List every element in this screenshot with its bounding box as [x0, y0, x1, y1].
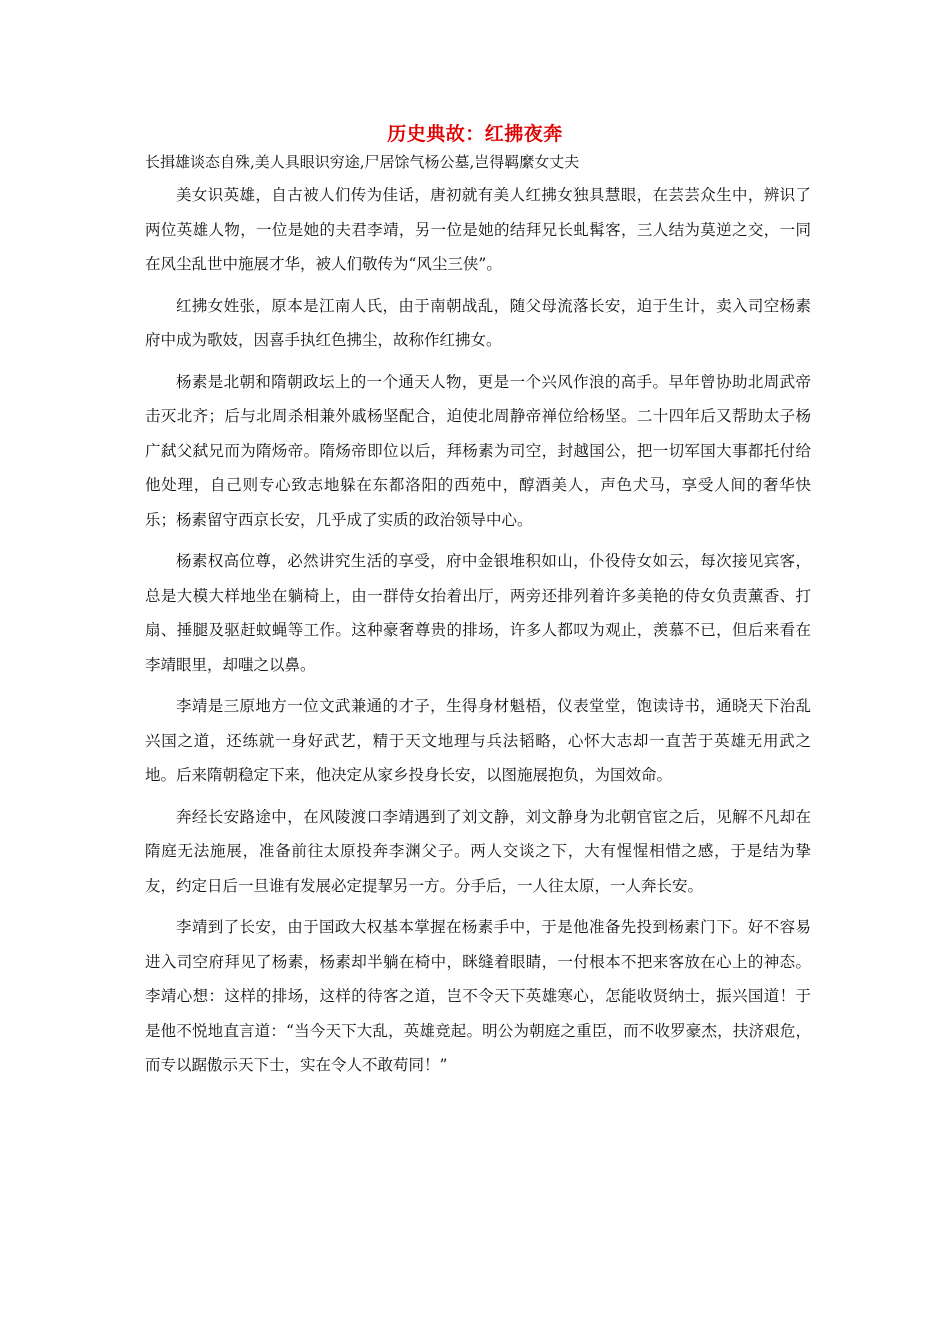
paragraph-4: 杨素权高位尊，必然讲究生活的享受，府中金银堆积如山，仆役侍女如云，每次接见宾客，总是大模大样地坐在躺椅上，由一群侍女抬着出厅，两旁还排列着许多美艳的侍女负责薰香、打扇、捶腿及驱赶蚊蝇等工作。这种豪奢尊贵的排场，许多人都叹为观止，羡慕不已，但后来看在李靖眼里，却嗤之以鼻。 — [145, 552, 811, 674]
document-title: 历史典故：红拂夜奔 — [387, 123, 563, 145]
paragraph-5: 李靖是三原地方一位文武兼通的才子，生得身材魁梧，仪表堂堂，饱读诗书，通晓天下治乱兴国之道，还练就一身好武艺，精于天文地理与兵法韬略，心怀大志却一直苦于英雄无用武之地。后来隋朝稳定下来，他决定从家乡投身长安，以图施展抱负，为国效命。 — [145, 697, 811, 784]
paragraph-1: 美女识英雄，自古被人们传为佳话，唐初就有美人红拂女独具慧眼，在芸芸众生中，辨识了两位英雄人物，一位是她的夫君李靖，另一位是她的结拜兄长虬髯客，三人结为莫逆之交，一同在风尘乱世中施展才华，被人们敬传为“风尘三侠”。 — [145, 186, 811, 273]
paragraph-6: 奔经长安路途中，在风陵渡口李靖遇到了刘文静，刘文静身为北朝官宦之后，见解不凡却在隋庭无法施展，准备前往太原投奔李渊父子。两人交谈之下，大有惺惺相惜之感，于是结为挚友，约定日后一旦谁有发展必定提挈另一方。分手后，一人往太原，一人奔长安。 — [145, 807, 811, 895]
opening-poem: 长揖雄谈态自殊,美人具眼识穷途,尸居馀气杨公墓,岂得羁縻女丈夫 — [145, 153, 580, 171]
paragraph-2: 红拂女姓张，原本是江南人氏，由于南朝战乱，随父母流落长安，迫于生计，卖入司空杨素府中成为歌妓，因喜手执红色拂尘，故称作红拂女。 — [145, 296, 811, 349]
paragraph-3: 杨素是北朝和隋朝政坛上的一个通天人物，更是一个兴风作浪的高手。早年曾协助北周武帝击灭北齐；后与北周杀相兼外戚杨坚配合，迫使北周静帝禅位给杨坚。二十四年后又帮助太子杨广弑父弑兄而为隋炀帝。隋炀帝即位以后，拜杨素为司空，封越国公，把一切军国大事都托付给他处理，自己则专心致志地躲在东都洛阳的西苑中，醇酒美人，声色犬马，享受人间的奢华快乐；杨素留守西京长安，几乎成了实质的政治领导中心。 — [145, 372, 811, 529]
body-text — [145, 178, 811, 1090]
paragraph-7: 李靖到了长安，由于国政大权基本掌握在杨素手中，于是他准备先投到杨素门下。好不容易进入司空府拜见了杨素，杨素却半躺在椅中，眯缝着眼睛，一付根本不把来客放在心上的神态。李靖心想：这样的排场，这样的待客之道，岂不令天下英雄寒心，怎能收贤纳士，振兴国道！于是他不悦地直言道：“当今天下大乱，英雄竞起。明公为朝庭之重臣，而不收罗豪杰，扶济艰危，而专以踞傲示天下士，实在令人不敢苟同！” — [145, 918, 811, 1074]
